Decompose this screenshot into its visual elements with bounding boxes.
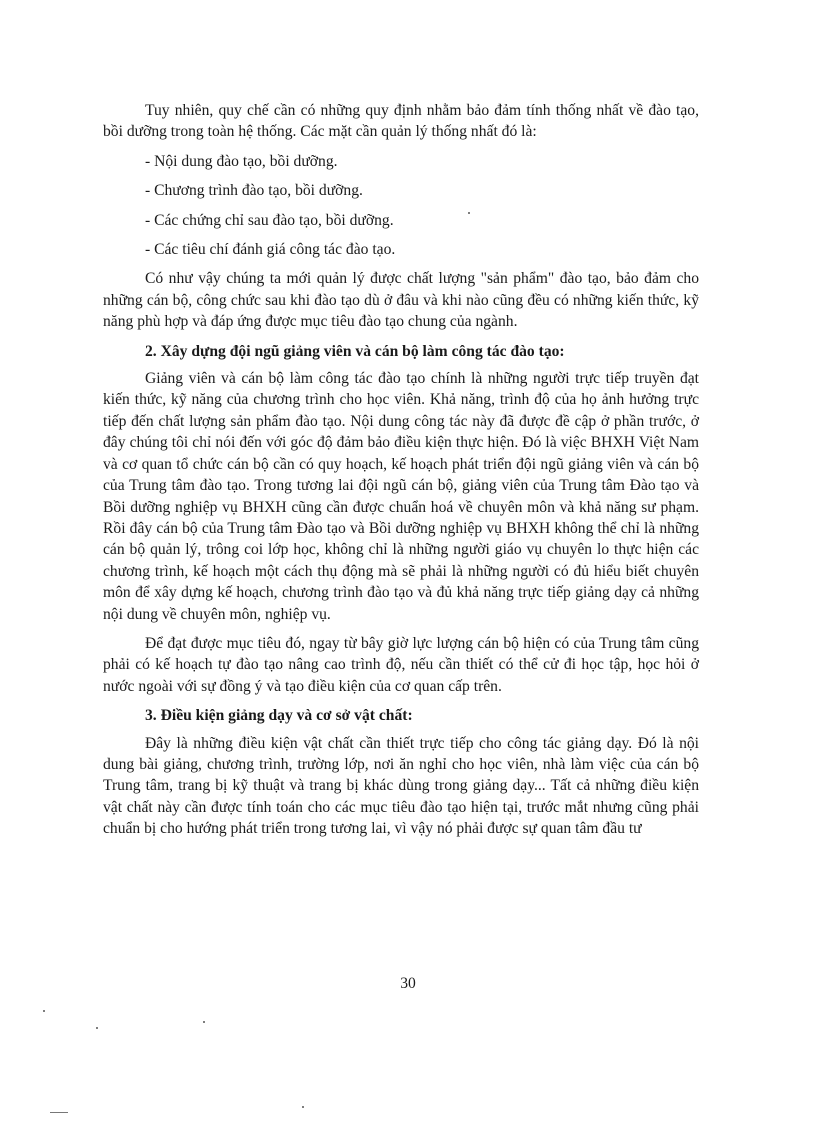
section-heading-2: 2. Xây dựng đội ngũ giảng viên và cán bộ làm công tác đào tạo: bbox=[145, 342, 565, 360]
list-item: - Chương trình đào tạo, bồi dưỡng. bbox=[145, 182, 363, 200]
document-body bbox=[103, 100, 699, 848]
list-item: - Các tiêu chí đánh giá công tác đào tạo. bbox=[145, 241, 396, 259]
paragraph-5: Đây là những điều kiện vật chất cần thiết trực tiếp cho công tác giảng dạy. Đó là nội dung bài giảng, chương trình, trường lớp, nơi ăn nghỉ cho học viên, nhà làm việc của cán bộ Trung tâm, trang bị kỹ thuật và trang bị khác dùng trong giảng dạy... Tất cả những điều kiện vật chất này cần được tính toán cho các mục tiêu đào tạo hiện tại, trước mắt nhưng cũng phải chuẩn bị cho hướng phát triển trong tương lai, vì vậy nó phải được sự quan tâm đầu tư bbox=[103, 734, 699, 838]
list-item: - Các chứng chỉ sau đào tạo, bồi dưỡng. bbox=[145, 211, 394, 229]
page-number: 30 bbox=[400, 975, 416, 992]
scan-speck bbox=[96, 1027, 98, 1029]
scan-speck bbox=[468, 212, 470, 214]
management-list bbox=[103, 151, 699, 261]
paragraph-3: Giảng viên và cán bộ làm công tác đào tạo chính là những người trực tiếp truyền đạt kiến thức, kỹ năng của chương trình cho học viên. Khả năng, trình độ của họ ảnh hưởng trực tiếp đến chất lượng sản phẩm đào tạo. Nội dung công tác này đã được đề cập ở phần trước, ở đây chúng tôi chỉ nói đến với góc độ đảm bảo điều kiện thực hiện. Đó là việc BHXH Việt Nam và cơ quan tổ chức cán bộ cần có quy hoạch, kế hoạch phát triển đội ngũ giảng viên và cán bộ của Trung tâm đào tạo. Trong tương lai đội ngũ cán bộ, giảng viên của Trung tâm Đào tạo và Bồi dưỡng nghiệp vụ BHXH cũng cần được chuẩn hoá về chuyên môn và khả năng sư phạm. Rồi đây cán bộ của Trung tâm Đào tạo và Bồi dưỡng nghiệp vụ BHXH không thể chỉ là những cán bộ quản lý, trông coi lớp học, không chỉ là những người giáo vụ chuyên lo thực hiện các chương trình, kế hoạch một cách thụ động mà sẽ phải là những người có đủ hiểu biết chuyên môn để xây dựng kế hoạch, chương trình đào tạo và đủ khả năng trực tiếp giảng dạy cả những nội dung về chuyên môn, nghiệp vụ. bbox=[103, 370, 699, 623]
scan-line bbox=[50, 1112, 68, 1113]
scan-speck bbox=[43, 1010, 45, 1012]
paragraph-1: Tuy nhiên, quy chế cần có những quy định nhằm bảo đảm tính thống nhất về đào tạo, bồi dưỡng trong toàn hệ thống. Các mặt cần quản lý thống nhất đó là: bbox=[103, 102, 699, 141]
list-item: - Nội dung đào tạo, bồi dưỡng. bbox=[145, 152, 338, 170]
paragraph-2: Có như vậy chúng ta mới quản lý được chất lượng "sản phẩm" đào tạo, bảo đảm cho những cán bộ, công chức sau khi đào tạo dù ở đâu và khi nào cũng đều có những kiến thức, kỹ năng phù hợp và đáp ứng được mục tiêu đào tạo chung của ngành. bbox=[103, 270, 699, 331]
scan-speck bbox=[203, 1021, 205, 1023]
scan-speck bbox=[302, 1106, 304, 1108]
section-heading-3: 3. Điều kiện giảng dạy và cơ sở vật chất: bbox=[145, 707, 413, 725]
paragraph-4: Để đạt được mục tiêu đó, ngay từ bây giờ lực lượng cán bộ hiện có của Trung tâm cũng phải có kế hoạch tự đào tạo nâng cao trình độ, nếu cần thiết có thể cử đi học tập, học hỏi ở nước ngoài với sự đồng ý và tạo điều kiện của cơ quan cấp trên. bbox=[103, 634, 699, 695]
